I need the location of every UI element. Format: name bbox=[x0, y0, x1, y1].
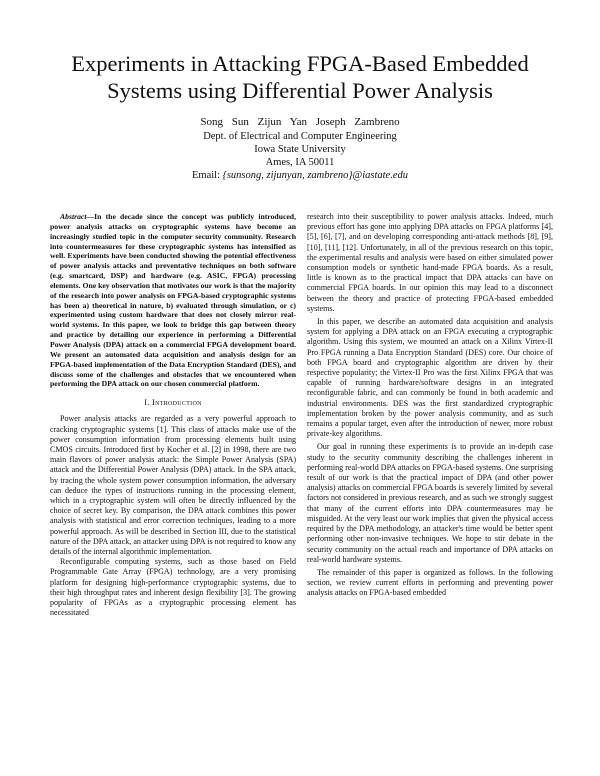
right-paragraph-1: research into their susceptibility to power analysis attacks. Indeed, much previous effort has gone into applying DPA attacks on FPGA platforms [4], [5], [6], [7], and on developing corresponding anti-attack methods [8], [9], [10], [11], [12]. Unfortunately, in all of the previous research on this topic, the experimental results and analysis were based on either simulated power consumption models or synthetic hand-made FPGA boards. As a result, little is known as to the practical impact that DPA attacks can have on commercial FPGA boards. In our opinion this may lead to a disconnect between the theory and practice of protecting FPGA-based embedded systems. bbox=[307, 212, 553, 313]
section-number: I. bbox=[144, 398, 150, 408]
abstract-text: —In the decade since the concept was publicly introduced, power analysis attacks on cryptographic systems have become an increasingly studied topic in the computer security community. Research into countermeasures for these cryptographic systems has intensified as well. Experiments have been conducted showing the potential effectiveness of power analysis attacks and preventative techniques on both software (e.g. smartcard, DSP) and hardware (e.g. ASIC, FPGA) processing elements. One key observation that motivates our work is that the majority of the research into power analysis on FPGA-based cryptographic systems has been a) theoretical in nature, b) evaluated through simulation, or c) experimented using custom hardware that does not closely mirror real-world systems. In this paper, we look to bridge this gap between theory and practice by detailing our experience in performing a Differential Power Analysis (DPA) attack on a commercial FPGA development board. We present an automated data acquisition and analysis design for an FPGA-based implementation of the Data Encryption Standard (DES), and discuss some of the challenges and obstacles that we encountered when performing the DPA attack on our chosen commercial platform. bbox=[50, 212, 296, 389]
university: Iowa State University bbox=[254, 144, 346, 155]
left-paragraph-1: Power analysis attacks are regarded as a very powerful approach to cracking cryptographic systems [1]. This class of attacks make use of the power consumption information from processing elements built using CMOS circuits. Introduced first by Kocher et al. [2] in 1998, there are two main flavors of power analysis attack: the Simple Power Analysis (SPA) attack and the Differential Power Analysis (DPA) attack. In the SPA attack, by tracing the whole system power consumption information, the adversary can deduce the types of instructions running in the processing element, which in a cryptographic system will often be directly influenced by the choice of secret key. By comparison, the DPA attack combines this power analysis with statistical and error correction techniques, leading to a more powerful approach. As will be described in Section III, due to the statistical nature of the DPA attack, an attacker using DPA is not required to know any details of the internal algorithmic implementation. bbox=[50, 414, 296, 557]
email-address: {sunsong, zijunyan, zambreno}@iastate.edu bbox=[222, 170, 408, 181]
abstract bbox=[50, 212, 296, 389]
left-column bbox=[50, 212, 296, 618]
email-label: Email: bbox=[192, 170, 220, 181]
section-heading-introduction bbox=[50, 398, 296, 408]
right-paragraph-3: Our goal in running these experiments is to provide an in-depth case study to the security community describing the challenges inherent in performing real-world DPA attacks on FPGA-based systems. One surprising result of our work is that the practical impact of DPA (and other power analysis) attacks on commercial FPGA boards is severely limited by several factors not considered in previous research, and as such we strongly suggest that many of the current efforts into DPA countermeasures may be misguided. At the very least our work implies that given the physical access required by the DPA methodology, an attacker's time would be better spent performing other non-invasive techniques. We hope to stir debate in the security community on the actual reach and importance of DPA attacks on real-world hardware systems. bbox=[307, 442, 553, 564]
right-column bbox=[307, 212, 553, 599]
left-paragraph-2: Reconfigurable computing systems, such as those based on Field Programmable Gate Array (FPGA) technology, are a very promising platform for designing high-performance cryptographic systems, due to their high throughput rates and inherent design flexibility [3]. The growing popularity of FPGAs as a cryptographic processing element has necessitated bbox=[50, 557, 296, 618]
city: Ames, IA 50011 bbox=[265, 157, 335, 168]
abstract-label: Abstract bbox=[60, 212, 87, 221]
author-names: Song Sun Zijun Yan Joseph Zambreno bbox=[200, 116, 400, 128]
right-paragraph-4: The remainder of this paper is organized as follows. In the following section, we review current efforts in performing and preventing power analysis attacks on FPGA-based embedded bbox=[307, 567, 553, 598]
department: Dept. of Electrical and Computer Engineering bbox=[203, 131, 397, 142]
email-line bbox=[100, 169, 500, 182]
paper-title: Experiments in Attacking FPGA-Based Embedded Systems using Differential Power Analysis bbox=[71, 51, 529, 103]
right-paragraph-2: In this paper, we describe an automated data acquisition and analysis system for applying a DPA attack on an FPGA executing a cryptographic algorithm. Using this system, we mounted an attack on a Xilinx Virtex-II Pro FPGA running a Data Encryption Standard (DES) core. Our choice of both FPGA board and cryptographic algorithm are driven by their respective popularity; the Virtex-II Pro was the first Xilinx FPGA that was capable of running hardware/software designs in an integrated reconfigurable fabric, and can commonly be found in both academic and industrial environments. DES was the first standardized cryptographic implementation broken by the power analysis community, and as such remains a popular target, even after the introduction of newer, more robust private-key algorithms. bbox=[307, 317, 553, 439]
section-title: Introduction bbox=[152, 398, 202, 408]
author-block bbox=[100, 116, 500, 182]
